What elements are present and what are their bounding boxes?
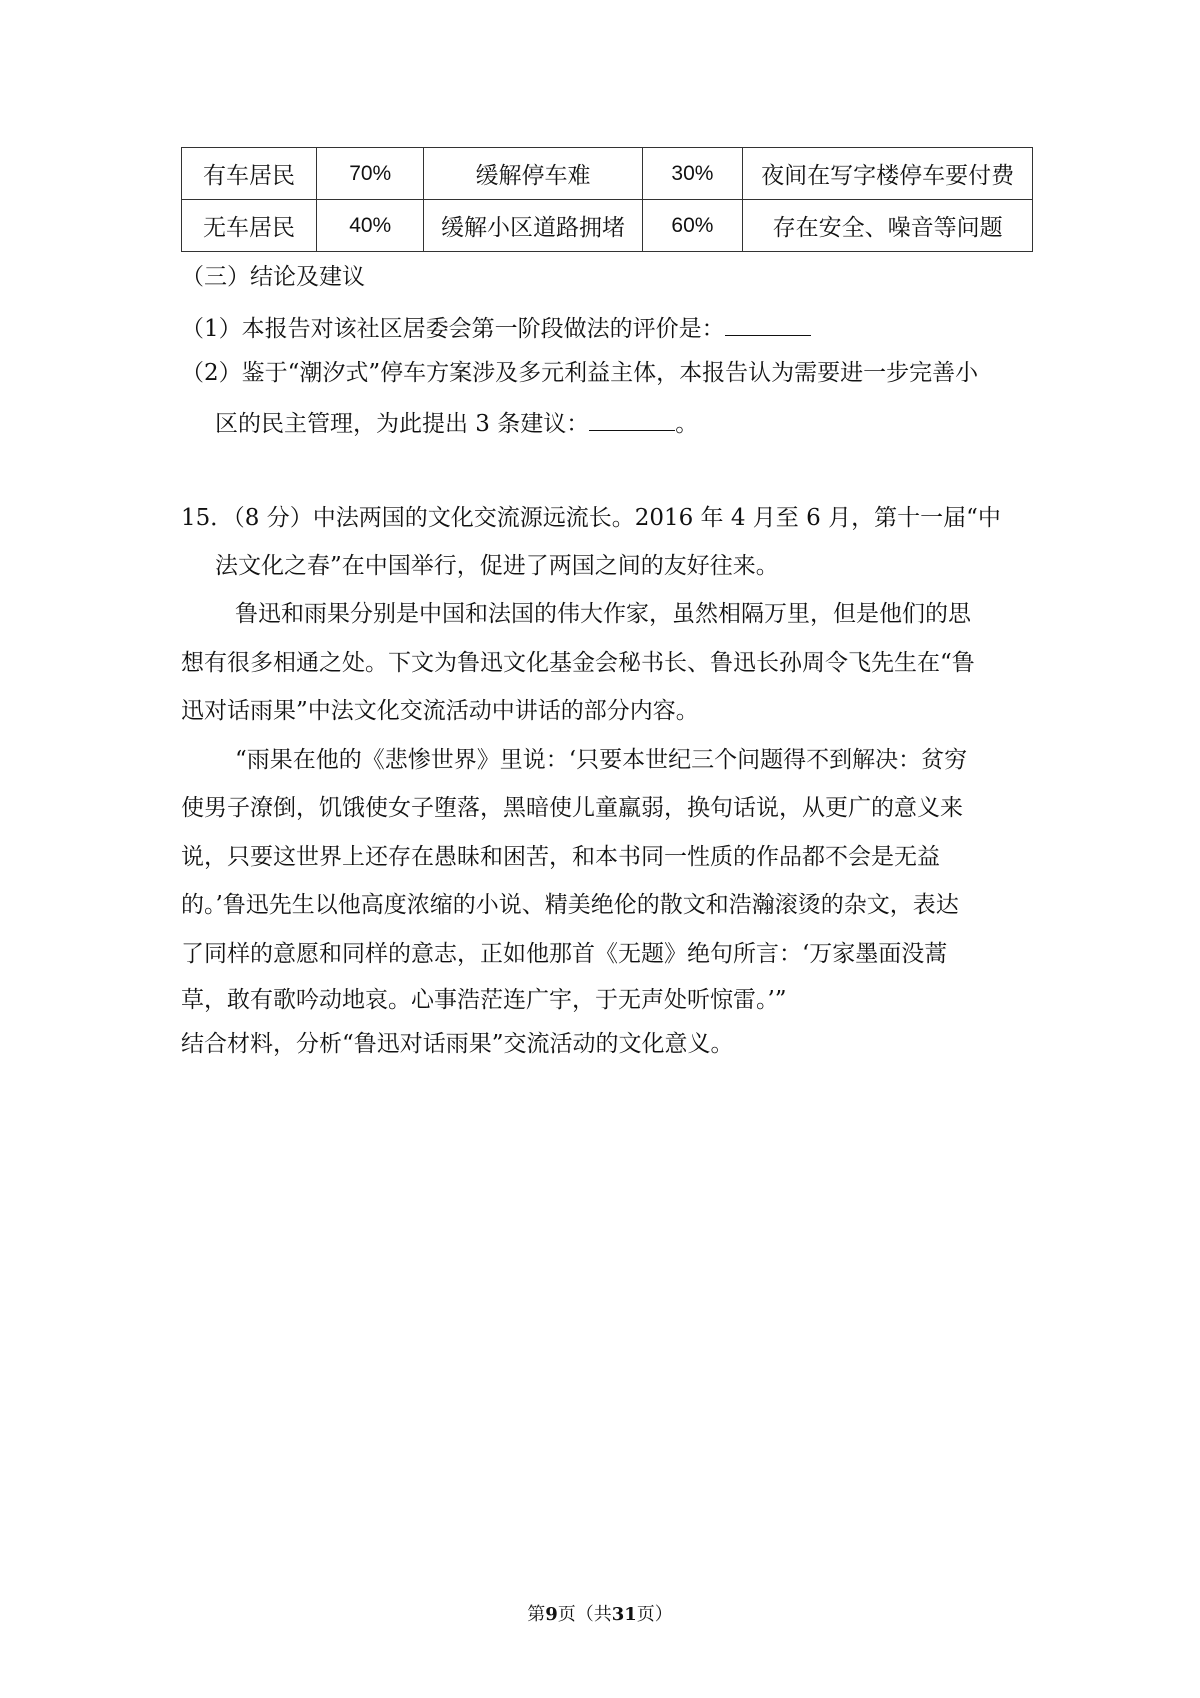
table-cell-reason: 缓解停车难 bbox=[424, 148, 642, 200]
table-cell-oppose-rate: 60% bbox=[642, 200, 742, 252]
table-row bbox=[182, 148, 1033, 200]
conclusion-item-2-text: 区的民主管理，为此提出 3 条建议： bbox=[215, 411, 590, 437]
table-cell-oppose-rate: 30% bbox=[642, 148, 742, 200]
quote-line-4: 的。’鲁迅先生以他高度浓缩的小说、精美绝伦的散文和浩瀚滚烫的杂文，表达 bbox=[181, 892, 959, 918]
footer-suffix: 页） bbox=[636, 1604, 673, 1625]
footer-prefix: 第 bbox=[527, 1604, 546, 1625]
conclusion-item-1 bbox=[181, 313, 811, 344]
question-15-task: 结合材料，分析“鲁迅对话雨果”交流活动的文化意义。 bbox=[181, 1031, 734, 1057]
table-cell-support-rate: 40% bbox=[317, 200, 424, 252]
table-row bbox=[182, 200, 1033, 252]
table-cell-concern: 存在安全、噪音等问题 bbox=[743, 200, 1033, 252]
page-footer bbox=[0, 1603, 1200, 1627]
paragraph-1-line-2: 想有很多相通之处。下文为鲁迅文化基金会秘书长、鲁迅长孙周令飞先生在“鲁 bbox=[181, 650, 975, 676]
footer-page-number: 9 bbox=[545, 1604, 558, 1625]
question-15-line-1: 15．（8 分）中法两国的文化交流源远流长。2016 年 4 月至 6 月，第十一届“中 bbox=[181, 505, 1001, 531]
table-cell-support-rate: 70% bbox=[317, 148, 424, 200]
table-cell-reason: 缓解小区道路拥堵 bbox=[424, 200, 642, 252]
paragraph-1-line-1: 鲁迅和雨果分别是中国和法国的伟大作家，虽然相隔万里，但是他们的思 bbox=[235, 601, 971, 627]
quote-line-6: 草，敢有歌吟动地哀。心事浩茫连广宇，于无声处听惊雷。’” bbox=[181, 987, 787, 1013]
conclusion-item-2-end: 。 bbox=[675, 411, 699, 437]
quote-line-3: 说，只要这世界上还存在愚昧和困苦，和本书同一性质的作品都不会是无益 bbox=[181, 844, 940, 870]
footer-middle: 页（共 bbox=[557, 1604, 612, 1625]
conclusion-item-2-line-2 bbox=[215, 408, 698, 439]
quote-line-5: 了同样的意愿和同样的意志，正如他那首《无题》绝句所言：‘万家墨面没蒿 bbox=[181, 941, 948, 967]
table-cell-concern: 夜间在写字楼停车要付费 bbox=[743, 148, 1033, 200]
quote-line-2: 使男子潦倒，饥饿使女子堕落，黑暗使儿童羸弱，换句话说，从更广的意义来 bbox=[181, 795, 963, 821]
table-cell-group: 有车居民 bbox=[182, 148, 317, 200]
conclusion-item-1-text: （1）本报告对该社区居委会第一阶段做法的评价是： bbox=[181, 316, 725, 342]
quote-line-1: “雨果在他的《悲惨世界》里说：‘只要本世纪三个问题得不到解决：贫穷 bbox=[235, 747, 968, 773]
answer-blank-2[interactable] bbox=[589, 408, 675, 431]
conclusion-heading: （三）结论及建议 bbox=[181, 264, 365, 290]
survey-table bbox=[181, 147, 1033, 252]
paragraph-1-line-3: 迅对话雨果”中法文化交流活动中讲话的部分内容。 bbox=[181, 698, 699, 724]
footer-total-pages: 31 bbox=[611, 1604, 637, 1625]
question-15-line-2: 法文化之春”在中国举行，促进了两国之间的友好往来。 bbox=[215, 553, 779, 579]
answer-blank-1[interactable] bbox=[725, 313, 811, 336]
conclusion-item-2-line-1: （2）鉴于“潮汐式”停车方案涉及多元利益主体，本报告认为需要进一步完善小 bbox=[181, 360, 979, 386]
table-cell-group: 无车居民 bbox=[182, 200, 317, 252]
